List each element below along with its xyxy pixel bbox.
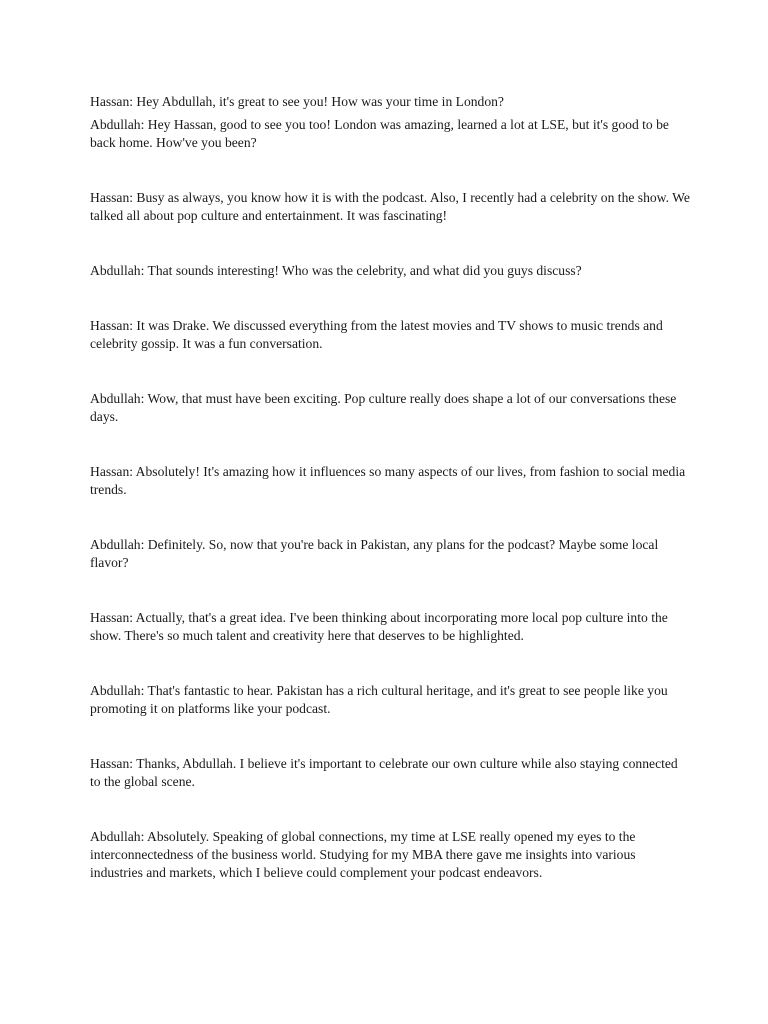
dialogue-line-abdullah: Abdullah: Wow, that must have been exciting. Pop culture really does shape a lot of our conversations these days. [90, 391, 677, 424]
dialogue-line-abdullah: Abdullah: That sounds interesting! Who was the celebrity, and what did you guys discuss? [90, 263, 582, 278]
dialogue-transcript [90, 93, 690, 882]
dialogue-line-hassan: Hassan: Hey Abdullah, it's great to see you! How was your time in London? [90, 94, 504, 109]
dialogue-line-abdullah: Abdullah: Absolutely. Speaking of global connections, my time at LSE really opened my eyes to the interconnectedness of the business world. Studying for my MBA there gave me insights into various industries and markets, which I believe could complement your podcast endeavors. [90, 829, 636, 880]
dialogue-line-hassan: Hassan: Absolutely! It's amazing how it influences so many aspects of our lives, from fashion to social media trends. [90, 464, 686, 497]
dialogue-line-hassan: Hassan: Busy as always, you know how it is with the podcast. Also, I recently had a celebrity on the show. We talked all about pop culture and entertainment. It was fascinating! [90, 190, 690, 223]
dialogue-line-abdullah: Abdullah: Definitely. So, now that you're back in Pakistan, any plans for the podcast? Maybe some local flavor? [90, 537, 659, 570]
dialogue-line-hassan: Hassan: It was Drake. We discussed everything from the latest movies and TV shows to music trends and celebrity gossip. It was a fun conversation. [90, 318, 663, 351]
dialogue-line-hassan: Hassan: Thanks, Abdullah. I believe it's important to celebrate our own culture while also staying connected to the global scene. [90, 756, 678, 789]
dialogue-line-abdullah: Abdullah: Hey Hassan, good to see you too! London was amazing, learned a lot at LSE, but it's good to be back home. How've you been? [90, 117, 669, 150]
dialogue-line-hassan: Hassan: Actually, that's a great idea. I've been thinking about incorporating more local pop culture into the show. There's so much talent and creativity here that deserves to be highlighted. [90, 610, 668, 643]
dialogue-line-abdullah: Abdullah: That's fantastic to hear. Pakistan has a rich cultural heritage, and it's great to see people like you promoting it on platforms like your podcast. [90, 683, 668, 716]
